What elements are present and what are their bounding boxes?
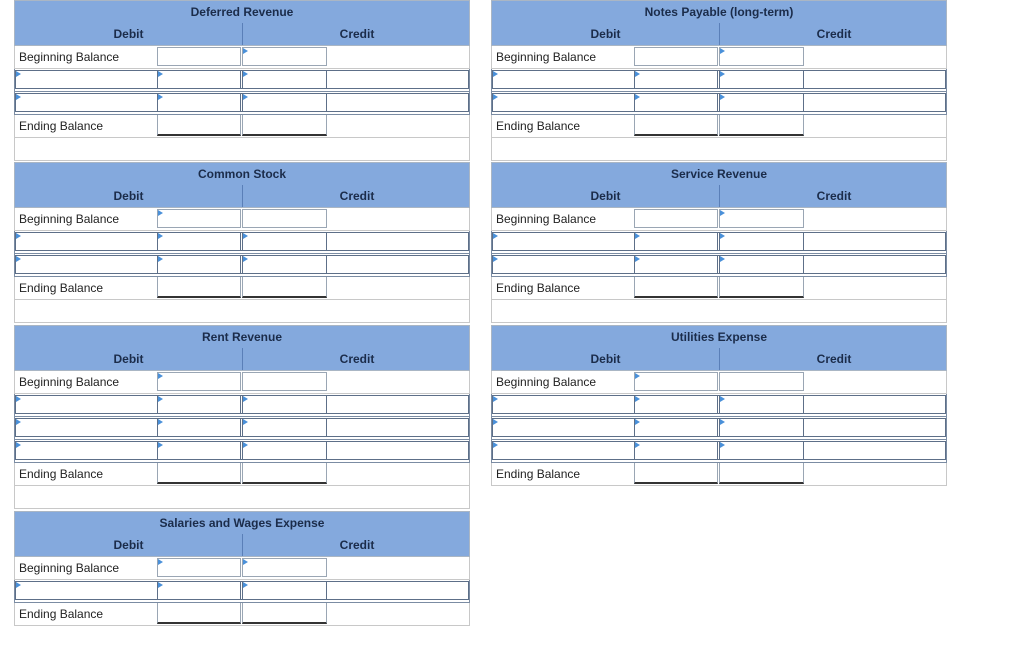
ending-balance-row	[14, 277, 470, 300]
entry-debit-input[interactable]	[634, 395, 718, 414]
input-marker-icon	[635, 94, 640, 100]
account-title: Rent Revenue	[14, 325, 470, 348]
entry-row	[491, 231, 947, 254]
credit-header: Credit	[339, 352, 375, 366]
spacer-row	[491, 138, 947, 161]
entry-credit-input[interactable]	[719, 93, 804, 112]
ending-credit-output	[242, 115, 327, 136]
input-marker-icon	[720, 210, 725, 216]
ending-debit-output	[157, 603, 241, 624]
entry-debit-input[interactable]	[157, 70, 241, 89]
input-marker-icon	[158, 71, 163, 77]
dropdown-marker-icon	[16, 71, 21, 77]
ending-credit-output	[719, 463, 804, 484]
entry-row	[491, 394, 947, 417]
column-header	[14, 185, 470, 208]
input-marker-icon	[720, 233, 725, 239]
beginning-debit-input[interactable]	[157, 372, 241, 391]
t-account-utilities-expense	[491, 325, 947, 486]
entry-credit-input[interactable]	[719, 255, 804, 274]
beginning-debit-input[interactable]	[634, 209, 718, 228]
input-marker-icon	[158, 396, 163, 402]
beginning-credit-input[interactable]	[242, 372, 327, 391]
entry-credit-input[interactable]	[242, 232, 327, 251]
ending-debit-output	[634, 115, 718, 136]
entry-credit-input[interactable]	[242, 418, 327, 437]
input-marker-icon	[243, 419, 248, 425]
beginning-balance-row	[14, 557, 470, 580]
input-marker-icon	[158, 94, 163, 100]
input-marker-icon	[243, 233, 248, 239]
spacer-row	[491, 300, 947, 323]
input-marker-icon	[158, 419, 163, 425]
entry-debit-input[interactable]	[157, 255, 241, 274]
beginning-balance-label: Beginning Balance	[19, 50, 120, 64]
input-marker-icon	[243, 71, 248, 77]
debit-header: Debit	[113, 27, 144, 41]
ending-balance-row	[14, 463, 470, 486]
ending-balance-row	[491, 277, 947, 300]
column-header	[491, 185, 947, 208]
account-title: Notes Payable (long-term)	[491, 0, 947, 23]
beginning-credit-input[interactable]	[242, 209, 327, 228]
t-account-deferred-revenue	[14, 0, 470, 161]
beginning-credit-input[interactable]	[242, 47, 327, 66]
credit-header: Credit	[816, 27, 852, 41]
input-marker-icon	[635, 233, 640, 239]
input-marker-icon	[158, 442, 163, 448]
input-marker-icon	[635, 256, 640, 262]
debit-header: Debit	[590, 352, 621, 366]
entry-credit-input[interactable]	[242, 581, 327, 600]
dropdown-marker-icon	[493, 442, 498, 448]
column-header	[491, 23, 947, 46]
beginning-balance-label: Beginning Balance	[19, 212, 120, 226]
ending-debit-output	[157, 463, 241, 484]
input-marker-icon	[158, 256, 163, 262]
beginning-credit-input[interactable]	[719, 372, 804, 391]
ending-balance-label: Ending Balance	[19, 607, 104, 621]
dropdown-marker-icon	[16, 442, 21, 448]
entry-credit-input[interactable]	[242, 255, 327, 274]
entry-row	[14, 92, 470, 115]
beginning-debit-input[interactable]	[157, 558, 241, 577]
dropdown-marker-icon	[16, 419, 21, 425]
entry-credit-input[interactable]	[719, 395, 804, 414]
t-account-rent-revenue	[14, 325, 470, 509]
beginning-debit-input[interactable]	[634, 47, 718, 66]
ending-credit-output	[719, 277, 804, 298]
dropdown-marker-icon	[493, 396, 498, 402]
input-marker-icon	[720, 71, 725, 77]
debit-header: Debit	[590, 27, 621, 41]
beginning-balance-label: Beginning Balance	[496, 50, 597, 64]
dropdown-marker-icon	[493, 71, 498, 77]
entry-credit-input[interactable]	[242, 395, 327, 414]
dropdown-marker-icon	[16, 256, 21, 262]
ending-balance-row	[14, 603, 470, 626]
beginning-debit-input[interactable]	[157, 47, 241, 66]
account-title: Deferred Revenue	[14, 0, 470, 23]
t-account-notes-payable	[491, 0, 947, 161]
beginning-debit-input[interactable]	[634, 372, 718, 391]
credit-header: Credit	[816, 352, 852, 366]
dropdown-marker-icon	[16, 94, 21, 100]
input-marker-icon	[635, 419, 640, 425]
entry-row	[491, 69, 947, 92]
beginning-balance-label: Beginning Balance	[19, 561, 120, 575]
input-marker-icon	[243, 442, 248, 448]
credit-header: Credit	[816, 189, 852, 203]
input-marker-icon	[243, 582, 248, 588]
ending-credit-output	[719, 115, 804, 136]
debit-header: Debit	[113, 189, 144, 203]
input-marker-icon	[720, 419, 725, 425]
spacer-row	[14, 138, 470, 161]
ending-balance-label: Ending Balance	[19, 281, 104, 295]
input-marker-icon	[635, 71, 640, 77]
dropdown-marker-icon	[16, 233, 21, 239]
beginning-balance-label: Beginning Balance	[496, 212, 597, 226]
beginning-credit-input[interactable]	[242, 558, 327, 577]
beginning-balance-row	[14, 208, 470, 231]
account-title: Common Stock	[14, 162, 470, 185]
input-marker-icon	[720, 94, 725, 100]
entry-credit-input[interactable]	[242, 441, 327, 460]
ending-balance-row	[14, 115, 470, 138]
ending-balance-label: Ending Balance	[19, 119, 104, 133]
entry-row	[14, 69, 470, 92]
t-account-common-stock	[14, 162, 470, 323]
entry-debit-input[interactable]	[634, 441, 718, 460]
account-title: Service Revenue	[491, 162, 947, 185]
entry-debit-input[interactable]	[157, 93, 241, 112]
entry-row	[14, 394, 470, 417]
entry-row	[14, 231, 470, 254]
t-account-salaries-wages-expense	[14, 511, 470, 626]
entry-credit-input[interactable]	[719, 441, 804, 460]
beginning-balance-row	[491, 208, 947, 231]
debit-header: Debit	[113, 352, 144, 366]
input-marker-icon	[635, 442, 640, 448]
entry-credit-input[interactable]	[719, 70, 804, 89]
input-marker-icon	[158, 210, 163, 216]
account-title: Salaries and Wages Expense	[14, 511, 470, 534]
credit-header: Credit	[339, 189, 375, 203]
ending-balance-label: Ending Balance	[496, 119, 581, 133]
ending-credit-output	[242, 463, 327, 484]
entry-debit-input[interactable]	[634, 255, 718, 274]
entry-debit-input[interactable]	[634, 418, 718, 437]
entry-debit-input[interactable]	[634, 70, 718, 89]
beginning-balance-row	[14, 46, 470, 69]
input-marker-icon	[243, 396, 248, 402]
dropdown-marker-icon	[16, 582, 21, 588]
input-marker-icon	[635, 373, 640, 379]
input-marker-icon	[243, 48, 248, 54]
ending-balance-label: Ending Balance	[496, 281, 581, 295]
input-marker-icon	[158, 582, 163, 588]
dropdown-marker-icon	[493, 256, 498, 262]
beginning-balance-label: Beginning Balance	[19, 375, 120, 389]
dropdown-marker-icon	[493, 419, 498, 425]
credit-header: Credit	[339, 27, 375, 41]
beginning-debit-input[interactable]	[157, 209, 241, 228]
entry-credit-input[interactable]	[719, 418, 804, 437]
spacer-row	[14, 300, 470, 323]
spacer-row	[14, 486, 470, 509]
entry-debit-input[interactable]	[157, 418, 241, 437]
beginning-balance-label: Beginning Balance	[496, 375, 597, 389]
input-marker-icon	[243, 256, 248, 262]
input-marker-icon	[158, 373, 163, 379]
entry-debit-input[interactable]	[157, 441, 241, 460]
ending-debit-output	[634, 277, 718, 298]
beginning-balance-row	[491, 46, 947, 69]
dropdown-marker-icon	[16, 396, 21, 402]
t-account-service-revenue	[491, 162, 947, 323]
ending-debit-output	[634, 463, 718, 484]
entry-row	[14, 417, 470, 440]
entry-debit-input[interactable]	[634, 93, 718, 112]
input-marker-icon	[243, 559, 248, 565]
entry-credit-input[interactable]	[242, 70, 327, 89]
column-header	[14, 348, 470, 371]
entry-credit-input[interactable]	[719, 232, 804, 251]
entry-debit-input[interactable]	[157, 395, 241, 414]
entry-row	[491, 440, 947, 463]
column-header	[491, 348, 947, 371]
dropdown-marker-icon	[493, 233, 498, 239]
ending-balance-label: Ending Balance	[496, 467, 581, 481]
input-marker-icon	[720, 256, 725, 262]
entry-row	[14, 580, 470, 603]
input-marker-icon	[158, 559, 163, 565]
ending-balance-label: Ending Balance	[19, 467, 104, 481]
entry-credit-input[interactable]	[242, 93, 327, 112]
ending-balance-row	[491, 115, 947, 138]
input-marker-icon	[158, 233, 163, 239]
beginning-balance-row	[491, 371, 947, 394]
column-header	[14, 23, 470, 46]
account-title: Utilities Expense	[491, 325, 947, 348]
ending-credit-output	[242, 277, 327, 298]
column-header	[14, 534, 470, 557]
dropdown-marker-icon	[493, 94, 498, 100]
entry-debit-input[interactable]	[634, 232, 718, 251]
entry-row	[491, 254, 947, 277]
entry-debit-input[interactable]	[157, 581, 241, 600]
entry-row	[14, 254, 470, 277]
entry-row	[491, 92, 947, 115]
ending-credit-output	[242, 603, 327, 624]
ending-balance-row	[491, 463, 947, 486]
input-marker-icon	[720, 442, 725, 448]
beginning-credit-input[interactable]	[719, 47, 804, 66]
entry-row	[491, 417, 947, 440]
beginning-credit-input[interactable]	[719, 209, 804, 228]
input-marker-icon	[720, 48, 725, 54]
entry-row	[14, 440, 470, 463]
input-marker-icon	[635, 396, 640, 402]
input-marker-icon	[243, 94, 248, 100]
beginning-balance-row	[14, 371, 470, 394]
entry-debit-input[interactable]	[157, 232, 241, 251]
input-marker-icon	[720, 396, 725, 402]
ending-debit-output	[157, 277, 241, 298]
ending-debit-output	[157, 115, 241, 136]
credit-header: Credit	[339, 538, 375, 552]
debit-header: Debit	[113, 538, 144, 552]
debit-header: Debit	[590, 189, 621, 203]
